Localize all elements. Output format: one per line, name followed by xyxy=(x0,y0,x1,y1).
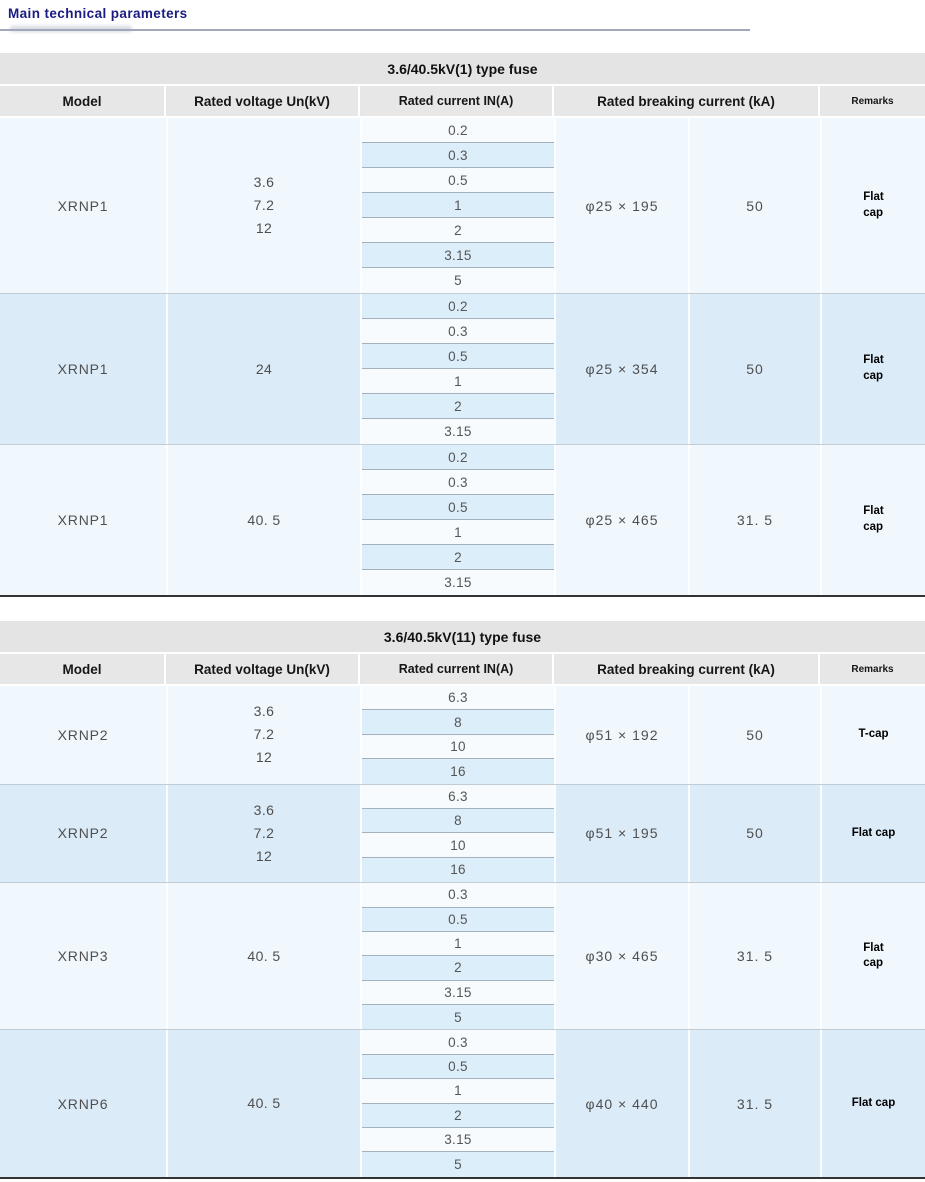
voltage-value: 40. 5 xyxy=(247,947,281,964)
remarks-line: Flat cap xyxy=(851,1096,896,1109)
breaking-current-cell: 31. 5 xyxy=(688,883,820,1029)
remarks-cell xyxy=(820,118,925,293)
model-cell: XRNP2 xyxy=(57,825,109,842)
current-value-cell: 0.5 xyxy=(362,168,554,193)
fuse-row-group xyxy=(0,293,925,444)
dimensions-cell: φ25 × 354 xyxy=(554,294,688,444)
current-value-cell: 1 xyxy=(362,1079,554,1103)
column-header-row xyxy=(0,86,925,116)
column-header-model: Model xyxy=(0,86,164,116)
column-header-current: Rated current IN(A) xyxy=(360,86,552,116)
remarks-line: cap xyxy=(863,206,884,219)
dimensions-cell: φ51 × 192 xyxy=(554,686,688,784)
voltage-cell xyxy=(166,1030,360,1176)
model-cell: XRNP2 xyxy=(57,726,109,743)
current-value-cell: 1 xyxy=(362,520,554,545)
voltage-cell xyxy=(166,785,360,883)
fuse-row-group xyxy=(0,784,925,883)
column-header-voltage: Rated voltage Un(kV) xyxy=(166,654,358,684)
current-value-cell: 0.5 xyxy=(362,495,554,520)
breaking-current-cell: 31. 5 xyxy=(688,445,820,595)
current-value-cell: 0.3 xyxy=(362,319,554,344)
current-value-cell: 0.3 xyxy=(362,1030,554,1054)
breaking-current-cell: 50 xyxy=(688,785,820,883)
voltage-value: 3.6 xyxy=(253,174,275,190)
current-value-cell: 0.2 xyxy=(362,118,554,143)
voltage-value: 3.6 xyxy=(253,703,275,720)
remarks-line: Flat xyxy=(863,354,884,367)
current-value-cell: 2 xyxy=(362,545,554,570)
current-column xyxy=(360,294,554,444)
current-value-cell: 0.3 xyxy=(362,883,554,907)
current-value-cell: 0.2 xyxy=(362,445,554,470)
column-header-remarks: Remarks xyxy=(820,86,925,116)
remarks-cell xyxy=(820,686,925,784)
remarks-text xyxy=(852,826,895,842)
current-value-cell: 3.15 xyxy=(362,243,554,268)
current-value-cell: 5 xyxy=(362,1152,554,1176)
remarks-text xyxy=(863,353,883,384)
remarks-line: Flat xyxy=(863,505,884,518)
breaking-current-cell: 31. 5 xyxy=(688,1030,820,1176)
current-value-cell: 0.5 xyxy=(362,344,554,369)
model-cell: XRNP1 xyxy=(57,197,109,214)
current-value-cell: 16 xyxy=(362,759,554,783)
remarks-line: Flat xyxy=(863,941,884,954)
remarks-line: cap xyxy=(863,521,884,533)
voltage-cell xyxy=(166,294,360,444)
current-value-cell: 2 xyxy=(362,394,554,419)
current-value-cell: 0.3 xyxy=(362,470,554,495)
current-value-cell: 0.3 xyxy=(362,143,554,168)
voltage-cell xyxy=(166,445,360,595)
remarks-cell xyxy=(820,785,925,883)
column-header-voltage: Rated voltage Un(kV) xyxy=(166,86,358,116)
current-value-cell: 3.15 xyxy=(362,419,554,444)
remarks-text xyxy=(858,727,888,743)
voltage-value: 24 xyxy=(255,360,273,377)
breaking-current-cell: 50 xyxy=(688,118,820,293)
current-value-cell: 6.3 xyxy=(362,686,554,710)
current-value-cell: 5 xyxy=(362,268,554,293)
current-value-cell: 8 xyxy=(362,710,554,734)
column-header-row xyxy=(0,654,925,684)
current-value-cell: 10 xyxy=(362,735,554,759)
remarks-line: cap xyxy=(863,957,884,970)
current-value-cell: 2 xyxy=(362,1104,554,1128)
model-cell: XRNP1 xyxy=(57,512,109,528)
remarks-cell xyxy=(820,445,925,595)
current-value-cell: 1 xyxy=(362,932,554,956)
current-value-cell: 16 xyxy=(362,858,554,882)
current-value-cell: 6.3 xyxy=(362,785,554,809)
fuse-table-type-1 xyxy=(0,53,925,597)
voltage-cell xyxy=(166,118,360,293)
dimensions-cell: φ25 × 195 xyxy=(554,118,688,293)
voltage-value: 40. 5 xyxy=(247,511,281,528)
current-column xyxy=(360,118,554,293)
remarks-line: cap xyxy=(863,370,884,382)
dimensions-cell: φ25 × 465 xyxy=(554,445,688,595)
fuse-row-group xyxy=(0,686,925,784)
remarks-cell xyxy=(820,1030,925,1176)
current-value-cell: 5 xyxy=(362,1005,554,1029)
remarks-line: Flat cap xyxy=(851,826,896,839)
current-value-cell: 8 xyxy=(362,809,554,833)
table-title: 3.6/40.5kV(11) type fuse xyxy=(0,621,925,652)
voltage-cell xyxy=(166,883,360,1029)
current-value-cell: 0.2 xyxy=(362,294,554,319)
current-value-cell: 0.5 xyxy=(362,908,554,932)
current-column xyxy=(360,1030,554,1176)
dimensions-cell: φ30 × 465 xyxy=(554,883,688,1029)
current-value-cell: 2 xyxy=(362,218,554,243)
current-value-cell: 3.15 xyxy=(362,570,554,595)
voltage-value: 12 xyxy=(255,847,273,864)
model-cell: XRNP6 xyxy=(57,1095,109,1112)
current-column xyxy=(360,883,554,1029)
current-value-cell: 0.5 xyxy=(362,1055,554,1079)
current-value-cell: 3.15 xyxy=(362,1128,554,1152)
fuse-row-group xyxy=(0,882,925,1029)
remarks-cell xyxy=(820,294,925,444)
remarks-text xyxy=(863,190,883,221)
breaking-current-cell: 50 xyxy=(688,686,820,784)
title-underline xyxy=(0,29,750,31)
voltage-value: 7.2 xyxy=(253,824,275,841)
dimensions-cell: φ51 × 195 xyxy=(554,785,688,883)
fuse-row-group xyxy=(0,1029,925,1176)
model-cell: XRNP3 xyxy=(57,948,109,965)
voltage-value: 7.2 xyxy=(253,197,275,213)
dimensions-cell: φ40 × 440 xyxy=(554,1030,688,1176)
fuse-table-type-11 xyxy=(0,621,925,1179)
current-value-cell: 10 xyxy=(362,833,554,857)
current-column xyxy=(360,445,554,595)
remarks-line: T-cap xyxy=(858,728,889,741)
voltage-value: 12 xyxy=(255,220,273,236)
fuse-row-group xyxy=(0,118,925,293)
current-value-cell: 1 xyxy=(362,369,554,394)
page-header xyxy=(0,0,925,32)
column-header-current: Rated current IN(A) xyxy=(360,654,552,684)
current-column xyxy=(360,686,554,784)
voltage-value: 3.6 xyxy=(253,801,275,818)
remarks-cell xyxy=(820,883,925,1029)
current-value-cell: 3.15 xyxy=(362,981,554,1005)
table-title: 3.6/40.5kV(1) type fuse xyxy=(0,53,925,84)
remarks-text xyxy=(863,941,883,972)
voltage-cell xyxy=(166,686,360,784)
column-header-model: Model xyxy=(0,654,164,684)
remarks-text xyxy=(852,1096,895,1112)
current-column xyxy=(360,785,554,883)
remarks-text xyxy=(863,504,883,535)
current-value-cell: 1 xyxy=(362,193,554,218)
column-header-breaking-current: Rated breaking current (kA) xyxy=(554,654,818,684)
fuse-row-group xyxy=(0,444,925,595)
remarks-line: Flat xyxy=(863,190,884,203)
model-cell: XRNP1 xyxy=(57,361,109,377)
voltage-value: 40. 5 xyxy=(247,1095,281,1112)
column-header-breaking-current: Rated breaking current (kA) xyxy=(554,86,818,116)
voltage-value: 12 xyxy=(255,749,273,766)
column-header-remarks: Remarks xyxy=(820,654,925,684)
page-title: Main technical parameters xyxy=(8,6,188,21)
breaking-current-cell: 50 xyxy=(688,294,820,444)
current-value-cell: 2 xyxy=(362,956,554,980)
voltage-value: 7.2 xyxy=(253,726,275,743)
